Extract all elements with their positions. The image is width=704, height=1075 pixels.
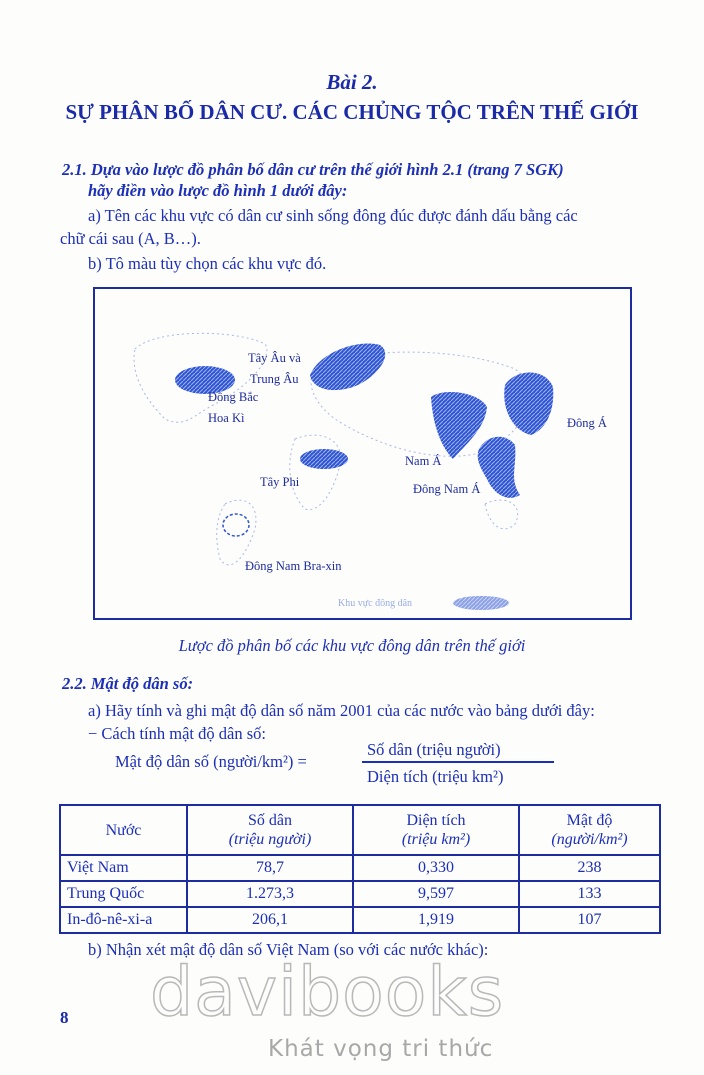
table-header-row [60,805,660,855]
density-table [59,804,661,934]
table-row [60,855,660,881]
label-dong-bac-line1: Đông Bắc [208,390,259,404]
ex1-heading-line1: 2.1. Dựa vào lược đồ phân bố dân cư trên thế giới hình 2.1 (trang 7 SGK) [62,160,564,179]
label-tay-au-line2: Trung Âu [250,372,299,386]
region-nam-a [431,392,487,459]
region-dong-nam-a [478,437,520,498]
label-nam-a: Nam Á [405,454,442,468]
lesson-number: Bài 2. [326,70,378,94]
ex2-method: − Cách tính mật độ dân số: [88,724,266,743]
cell-density: 107 [519,907,660,933]
cell-country: In-đô-nê-xi-a [60,907,187,933]
ex1-b: b) Tô màu tùy chọn các khu vực đó. [88,254,327,273]
region-dong-nam-bra-xin [223,514,249,536]
header-country: Nước [60,805,187,855]
map-shapes [95,289,630,618]
ex2-b: b) Nhận xét mật độ dân số Việt Nam (so với các nước khác): [88,940,489,959]
cell-density: 133 [519,881,660,907]
formula-denominator: Diện tích (triệu km²) [367,767,504,786]
label-dong-bac-line2: Hoa Kì [208,411,245,425]
cell-area: 0,330 [353,855,519,881]
header-area: Diện tích (triệu km²) [353,805,519,855]
formula-numerator: Số dân (triệu người) [367,740,501,759]
ex2-heading: 2.2. Mật độ dân số: [62,674,194,693]
world-map [93,287,632,620]
legend-label: Khu vực đông dân [338,598,413,609]
page-number: 8 [60,1008,69,1027]
label-dong-a: Đông Á [567,416,607,430]
watermark-tagline: Khát vọng tri thức [268,1036,494,1062]
region-tay-au [310,343,385,390]
watermark-brand: davibooks [150,953,505,1032]
lesson-title: SỰ PHÂN BỐ DÂN CƯ. CÁC CHỦNG TỘC TRÊN THẾ GIỚI [65,100,639,124]
ex1-a-line1: a) Tên các khu vực có dân cư sinh sống đông đúc được đánh dấu bằng các [88,206,578,225]
cell-country: Việt Nam [60,855,187,881]
table-row [60,907,660,933]
ex1-heading-line2: hãy điền vào lược đồ hình 1 dưới đây: [88,181,348,200]
legend-swatch [453,596,509,610]
cell-density: 238 [519,855,660,881]
header-density: Mật độ (người/km²) [519,805,660,855]
cell-country: Trung Quốc [60,881,187,907]
cell-population: 78,7 [187,855,353,881]
cell-population: 1.273,3 [187,881,353,907]
region-dong-a [504,373,553,436]
ex2-a: a) Hãy tính và ghi mật độ dân số năm 2001 của các nước vào bảng dưới đây: [88,701,595,720]
ex1-a-line2: chữ cái sau (A, B…). [60,229,201,248]
label-dong-nam-a: Đông Nam Á [413,482,481,496]
label-tay-phi: Tây Phi [260,475,300,489]
label-tay-au-line1: Tây Âu và [248,351,301,365]
formula-left: Mật độ dân số (người/km²) = [115,752,307,771]
table-row [60,881,660,907]
map-caption: Lược đồ phân bố các khu vực đông dân trên thế giới [178,636,526,655]
cell-area: 9,597 [353,881,519,907]
header-population: Số dân (triệu người) [187,805,353,855]
region-tay-phi [300,449,348,469]
cell-area: 1,919 [353,907,519,933]
label-brazil: Đông Nam Bra-xin [245,559,342,573]
fraction-bar [362,761,554,763]
cell-population: 206,1 [187,907,353,933]
